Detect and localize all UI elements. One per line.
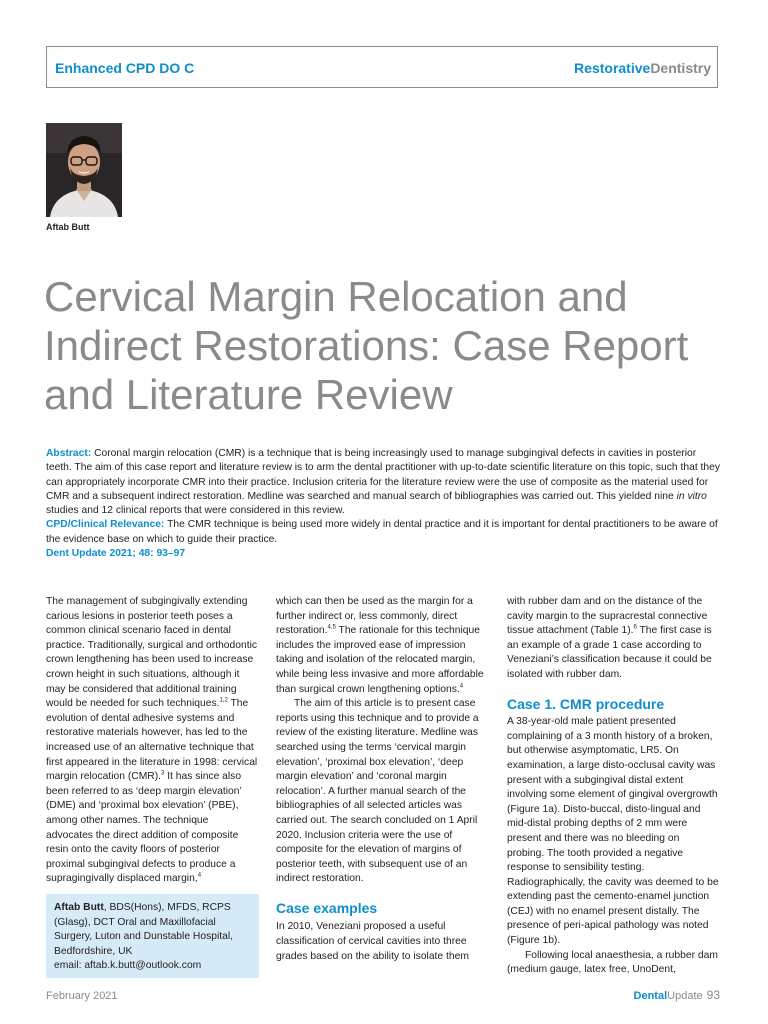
footer-date: February 2021: [46, 990, 118, 1002]
col3-text-a: with rubber dam and on the distance of the cavity margin to the supracrestal connective tissue attachment (Table 1).: [507, 596, 708, 637]
col1-text-b: The evolution of dental adhesive systems and restorative materials however, has led to the increased use of an alternative technique that first appeared in the literature in 1998: cervical margin relocation (CMR).: [46, 698, 258, 783]
case-examples-heading: Case examples: [276, 899, 378, 916]
page-number: 93: [706, 988, 720, 1002]
col2-ref-1: 4,5: [327, 624, 336, 631]
abstract-block: [46, 447, 722, 561]
footer-brand-a: Dental: [633, 990, 668, 1002]
cpd-label: Enhanced CPD DO C: [55, 60, 195, 76]
abstract-paragraph: [46, 447, 722, 518]
col1-text-a: The management of subgingivally extending carious lesions in posterior teeth poses a common clinical scenario faced in dental practice. Traditionally, surgical and orthodontic crown lengthening has been used to increase crown height in such situations, although it may be considered that additional training would be needed for such techniques.: [46, 596, 258, 710]
section-brand: [574, 60, 711, 76]
section-brand-a: Restorative: [574, 60, 651, 76]
col1-ref-1: 1,2: [219, 697, 228, 704]
body-column-3: [507, 595, 719, 978]
col3-paragraph-1: [507, 595, 719, 683]
col2-paragraph-2: The aim of this article is to present case reports using this technique and to provide a review of the existing literature. Medline was searched using the terms ‘cervical margin elevation’, ‘proximal box elevation’, ‘deep margin elevation’ and ‘coronal margin relocation’. A further manual search of the bibliographies of all selected articles was carried out. The search concluded on 1 April 2020. Inclusion criteria were the use of composite for the elevation of margins of posterior teeth, with subsequent use of an indirect restoration.: [276, 698, 479, 885]
abstract-text-end: studies and 12 clinical reports that were considered in this review.: [46, 505, 345, 517]
relevance-text: The CMR technique is being used more widely in dental practice and it is important for dental practitioners to be aware of the evidence base on which to guide their practice.: [46, 519, 718, 545]
footer-brand: [634, 988, 720, 1002]
body-column-2: [276, 595, 484, 964]
relevance-label: CPD/Clinical Relevance:: [46, 519, 165, 531]
col2-paragraph-3: In 2010, Veneziani proposed a useful classification of cervical cavities into three grades based on the ability to isolate them: [276, 921, 469, 962]
section-header-box: [46, 46, 718, 88]
col1-paragraph: [46, 595, 258, 887]
author-portrait-image: [46, 123, 122, 217]
bio-details: , BDS(Hons), MFDS, RCPS (Glasg), DCT Oral and Maxillofacial Surgery, Luton and Dunstable Hospital, Bedfordshire, UK: [54, 902, 233, 957]
bio-name: Aftab Butt: [54, 902, 104, 913]
col1-text-c: It has since also been referred to as ‘deep margin elevation’ (DME) and ‘proximal box elevation’ (PBE), among other names. The technique advocates the direct addition of composite resin onto the cavity floors of posterior proximal subgingival defects to produce a supragingivally displaced margin,: [46, 771, 242, 885]
body-column-1: [46, 595, 258, 887]
abstract-label: Abstract:: [46, 448, 92, 459]
col1-ref-2: 3: [161, 770, 165, 777]
footer-brand-b: Update: [667, 990, 703, 1002]
author-caption: Aftab Butt: [46, 222, 90, 232]
author-bio-box: [46, 894, 259, 978]
citation: Dent Update 2021; 48: 93–97: [46, 548, 186, 560]
article-title: Cervical Margin Relocation and Indirect Restorations: Case Report and Literature Review: [44, 273, 689, 418]
abstract-text: Coronal margin relocation (CMR) is a technique that is being increasingly used to manage subgingival defects in cavities in posterior teeth. The aim of this case report and literature review is to arm the dental practitioner with up-to-date scientific literature on this topic, such that they can appropriately incorporate CMR into their practice. Inclusion criteria for the literature review were the use of composite as the material used for CMR and a subsequent indirect restoration. Medline was searched and manual search of bibliographies was carried out. This yielded nine: [46, 448, 721, 502]
col1-ref-3: 4: [197, 872, 202, 879]
col3-paragraph-2: A 38-year-old male patient presented complaining of a 3 month history of a broken, but otherwise asymptomatic, LR5. On examination, a large disto-occlusal cavity was present with a subgingival distal extent involving some element of gingival overgrowth (Figure 1a). Disto-buccal, disto-lingual and mid-distal probing depths of 2 mm were present and there was no bleeding on probing. The tooth provided a negative response to sensibility testing. Radiographically, the cavity was deemed to be extending past the cemento-enamel junction (CEJ) with no enamel present distally. The presence of peri-apical pathology was noted (Figure 1b).: [507, 716, 719, 947]
col2-paragraph-1: [276, 595, 484, 697]
col3-text-b: The first case is an example of a grade 1 case according to Veneziani’s classification because it could be isolated with rubber dam.: [507, 625, 712, 680]
col3-paragraph-3: Following local anaesthesia, a rubber dam (medium gauge, latex free, UnoDent,: [507, 949, 718, 976]
col2-ref-2: 4: [459, 683, 464, 690]
section-brand-b: Dentistry: [650, 60, 711, 76]
relevance-paragraph: [46, 518, 722, 547]
case-1-heading: Case 1. CMR procedure: [507, 695, 665, 712]
abstract-italic: in vitro: [676, 490, 707, 502]
col2-text-a: which can then be used as the margin for a further indirect or, less commonly, direct restoration.: [276, 596, 473, 637]
author-photo: [46, 123, 122, 217]
bio-paragraph: [54, 901, 253, 959]
col3-ref-1: 6: [633, 624, 637, 631]
col2-text-b: The rationale for this technique includes the improved ease of impression taking and isolation of the relocated margin, while being less invasive and more affordable than surgical crown lengthening options.: [276, 625, 484, 695]
bio-email: email: aftab.k.butt@outlook.com: [54, 960, 202, 972]
